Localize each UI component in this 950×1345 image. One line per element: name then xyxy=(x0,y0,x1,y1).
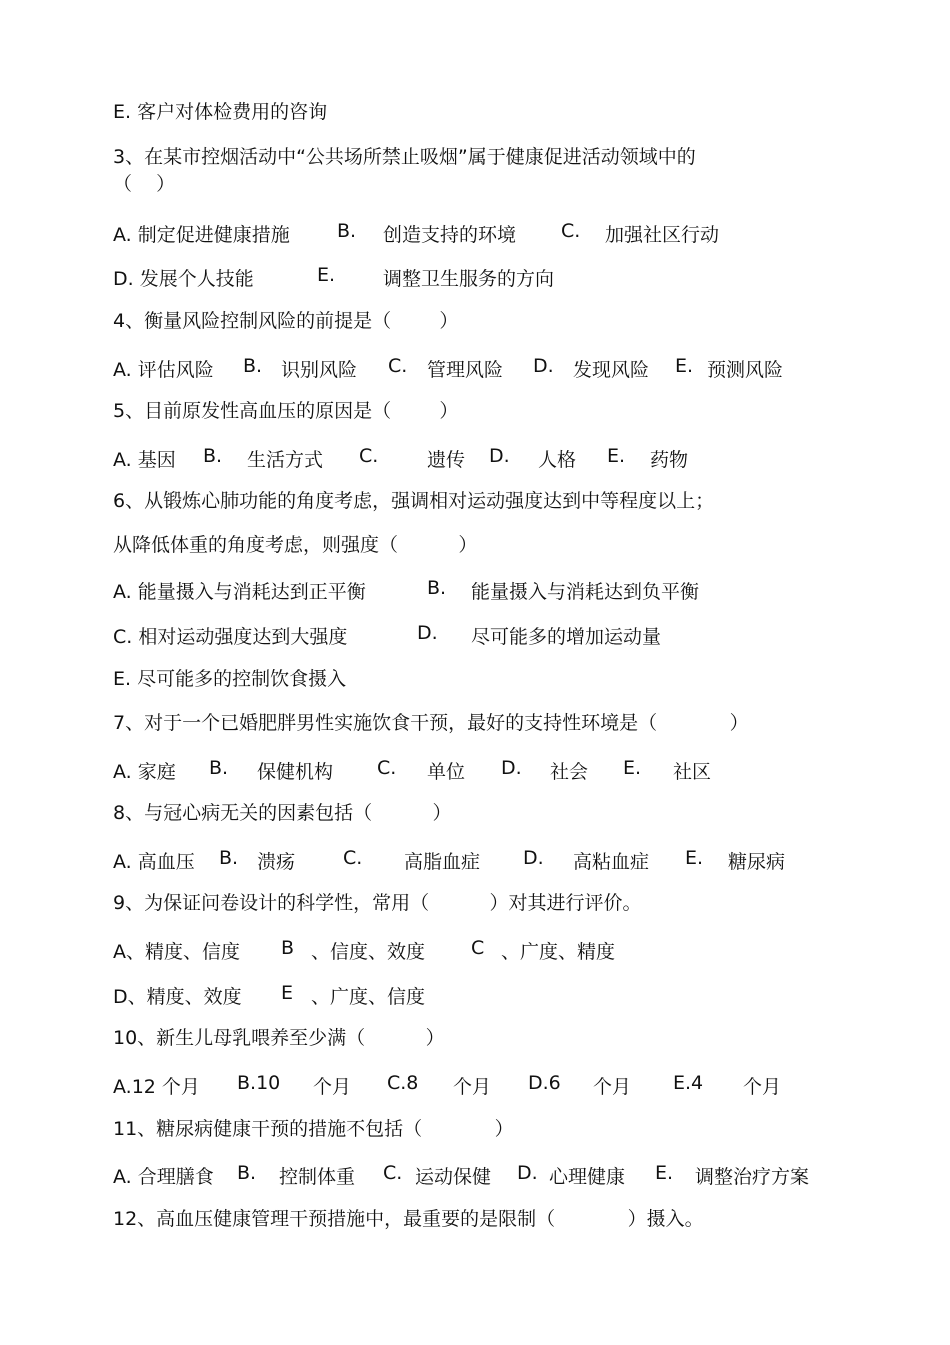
question-10-text: 10、新生儿母乳喂养至少满（ ） xyxy=(113,1027,445,1049)
question-9-options-row1 xyxy=(113,937,893,961)
question-7-text: 7、对于一个已婚肥胖男性实施饮食干预，最好的支持性环境是（ ） xyxy=(113,712,749,734)
q3-option-e-letter: E. xyxy=(317,264,336,286)
q8-option-e: 糖尿病 xyxy=(728,851,786,873)
q7-option-c-letter: C. xyxy=(377,757,397,779)
q4-option-c-letter: C. xyxy=(388,355,408,377)
q7-option-a: A. 家庭 xyxy=(113,761,176,783)
q9-option-b: 、信度、效度 xyxy=(311,941,426,963)
q8-option-b-letter: B. xyxy=(219,847,239,869)
question-3-blank: （ ） xyxy=(113,173,176,195)
question-9-text: 9、为保证问卷设计的科学性，常用（ ）对其进行评价。 xyxy=(113,892,642,914)
option-line-e-prev: E. 客户对体检费用的咨询 xyxy=(113,101,328,123)
q5-option-d: 人格 xyxy=(538,449,577,471)
question-9-options-row2 xyxy=(113,982,893,1006)
q4-option-b-letter: B. xyxy=(243,355,263,377)
q6-option-b: 能量摄入与消耗达到负平衡 xyxy=(471,581,700,603)
q9-option-a: A、精度、信度 xyxy=(113,941,240,963)
q6-option-c: C. 相对运动强度达到大强度 xyxy=(113,626,348,648)
q7-option-e-letter: E. xyxy=(623,757,642,779)
question-5-text: 5、目前原发性高血压的原因是（ ） xyxy=(113,400,459,422)
question-3-options-row1 xyxy=(113,220,893,244)
question-12-text: 12、高血压健康管理干预措施中，最重要的是限制（ ）摄入。 xyxy=(113,1208,704,1230)
q3-option-d: D. 发展个人技能 xyxy=(113,268,254,290)
question-7-options xyxy=(113,757,893,781)
q10-option-c-number: C.8 xyxy=(387,1072,419,1094)
q11-option-c: 运动保健 xyxy=(415,1166,492,1188)
q10-option-d-unit: 个月 xyxy=(593,1076,632,1098)
q8-option-a: A. 高血压 xyxy=(113,851,195,873)
question-11-options xyxy=(113,1162,893,1186)
q3-option-e: 调整卫生服务的方向 xyxy=(383,268,555,290)
q7-option-e: 社区 xyxy=(673,761,712,783)
q7-option-d: 社会 xyxy=(550,761,589,783)
q9-option-b-letter: B xyxy=(281,937,295,959)
q10-option-a: A.12 个月 xyxy=(113,1076,200,1098)
q8-option-c-letter: C. xyxy=(343,847,363,869)
question-3-text: 3、在某市控烟活动中“公共场所禁止吸烟”属于健康促进活动领域中的 xyxy=(113,146,696,168)
q5-option-b-letter: B. xyxy=(203,445,223,467)
q9-option-e: 、广度、信度 xyxy=(311,986,426,1008)
q4-option-d-letter: D. xyxy=(533,355,554,377)
question-6-text: 6、从锻炼心肺功能的角度考虑，强调相对运动强度达到中等程度以上； xyxy=(113,490,715,512)
question-3-options-row2 xyxy=(113,264,893,288)
q4-option-a: A. 评估风险 xyxy=(113,359,214,381)
q7-option-d-letter: D. xyxy=(501,757,522,779)
q11-option-a: A. 合理膳食 xyxy=(113,1166,214,1188)
q10-option-b-unit: 个月 xyxy=(313,1076,352,1098)
q5-option-a: A. 基因 xyxy=(113,449,176,471)
q11-option-e: 调整治疗方案 xyxy=(695,1166,810,1188)
q4-option-b: 识别风险 xyxy=(281,359,358,381)
q7-option-b: 保健机构 xyxy=(257,761,334,783)
q3-option-a: A. 制定促进健康措施 xyxy=(113,224,290,246)
question-6-text-cont: 从降低体重的角度考虑，则强度（ ） xyxy=(113,534,478,556)
q9-option-c: 、广度、精度 xyxy=(501,941,616,963)
q11-option-e-letter: E. xyxy=(655,1162,674,1184)
q5-option-b: 生活方式 xyxy=(247,449,324,471)
q6-option-d-letter: D. xyxy=(417,622,438,644)
q5-option-c: 遗传 xyxy=(427,449,466,471)
q6-option-e: E. 尽可能多的控制饮食摄入 xyxy=(113,668,347,690)
question-10-options xyxy=(113,1072,893,1096)
q9-option-e-letter: E xyxy=(281,982,294,1004)
question-6-options-row2 xyxy=(113,622,893,646)
q6-option-d: 尽可能多的增加运动量 xyxy=(471,626,662,648)
q8-option-c: 高脂血症 xyxy=(404,851,481,873)
question-5-options xyxy=(113,445,893,469)
q8-option-e-letter: E. xyxy=(685,847,704,869)
q10-option-d-number: D.6 xyxy=(528,1072,561,1094)
q8-option-d-letter: D. xyxy=(523,847,544,869)
q7-option-b-letter: B. xyxy=(209,757,229,779)
q7-option-c: 单位 xyxy=(427,761,466,783)
q10-option-e-number: E.4 xyxy=(673,1072,704,1094)
question-11-text: 11、糖尿病健康干预的措施不包括（ ） xyxy=(113,1118,514,1140)
q3-option-b-letter: B. xyxy=(337,220,357,242)
q6-option-b-letter: B. xyxy=(427,577,447,599)
q3-option-c-letter: C. xyxy=(561,220,581,242)
q5-option-e: 药物 xyxy=(650,449,689,471)
q10-option-b-number: B.10 xyxy=(237,1072,281,1094)
q10-option-c-unit: 个月 xyxy=(453,1076,492,1098)
question-8-text: 8、与冠心病无关的因素包括（ ） xyxy=(113,802,452,824)
q3-option-b: 创造支持的环境 xyxy=(383,224,517,246)
q8-option-d: 高粘血症 xyxy=(573,851,650,873)
q6-option-a: A. 能量摄入与消耗达到正平衡 xyxy=(113,581,366,603)
q5-option-d-letter: D. xyxy=(489,445,510,467)
q11-option-b-letter: B. xyxy=(237,1162,257,1184)
q9-option-d: D、精度、效度 xyxy=(113,986,242,1008)
question-4-options xyxy=(113,355,893,379)
question-6-options-row1 xyxy=(113,577,893,601)
q4-option-c: 管理风险 xyxy=(427,359,504,381)
q3-option-c: 加强社区行动 xyxy=(605,224,720,246)
q4-option-e: 预测风险 xyxy=(707,359,784,381)
question-8-options xyxy=(113,847,893,871)
q5-option-e-letter: E. xyxy=(607,445,626,467)
q11-option-c-letter: C. xyxy=(383,1162,403,1184)
q11-option-b: 控制体重 xyxy=(279,1166,356,1188)
q11-option-d-letter: D. xyxy=(517,1162,538,1184)
q9-option-c-letter: C xyxy=(471,937,485,959)
q10-option-e-unit: 个月 xyxy=(743,1076,782,1098)
q5-option-c-letter: C. xyxy=(359,445,379,467)
q4-option-d: 发现风险 xyxy=(573,359,650,381)
q8-option-b: 溃疡 xyxy=(257,851,296,873)
q11-option-d: 心理健康 xyxy=(549,1166,626,1188)
question-4-text: 4、衡量风险控制风险的前提是（ ） xyxy=(113,310,459,332)
q4-option-e-letter: E. xyxy=(675,355,694,377)
